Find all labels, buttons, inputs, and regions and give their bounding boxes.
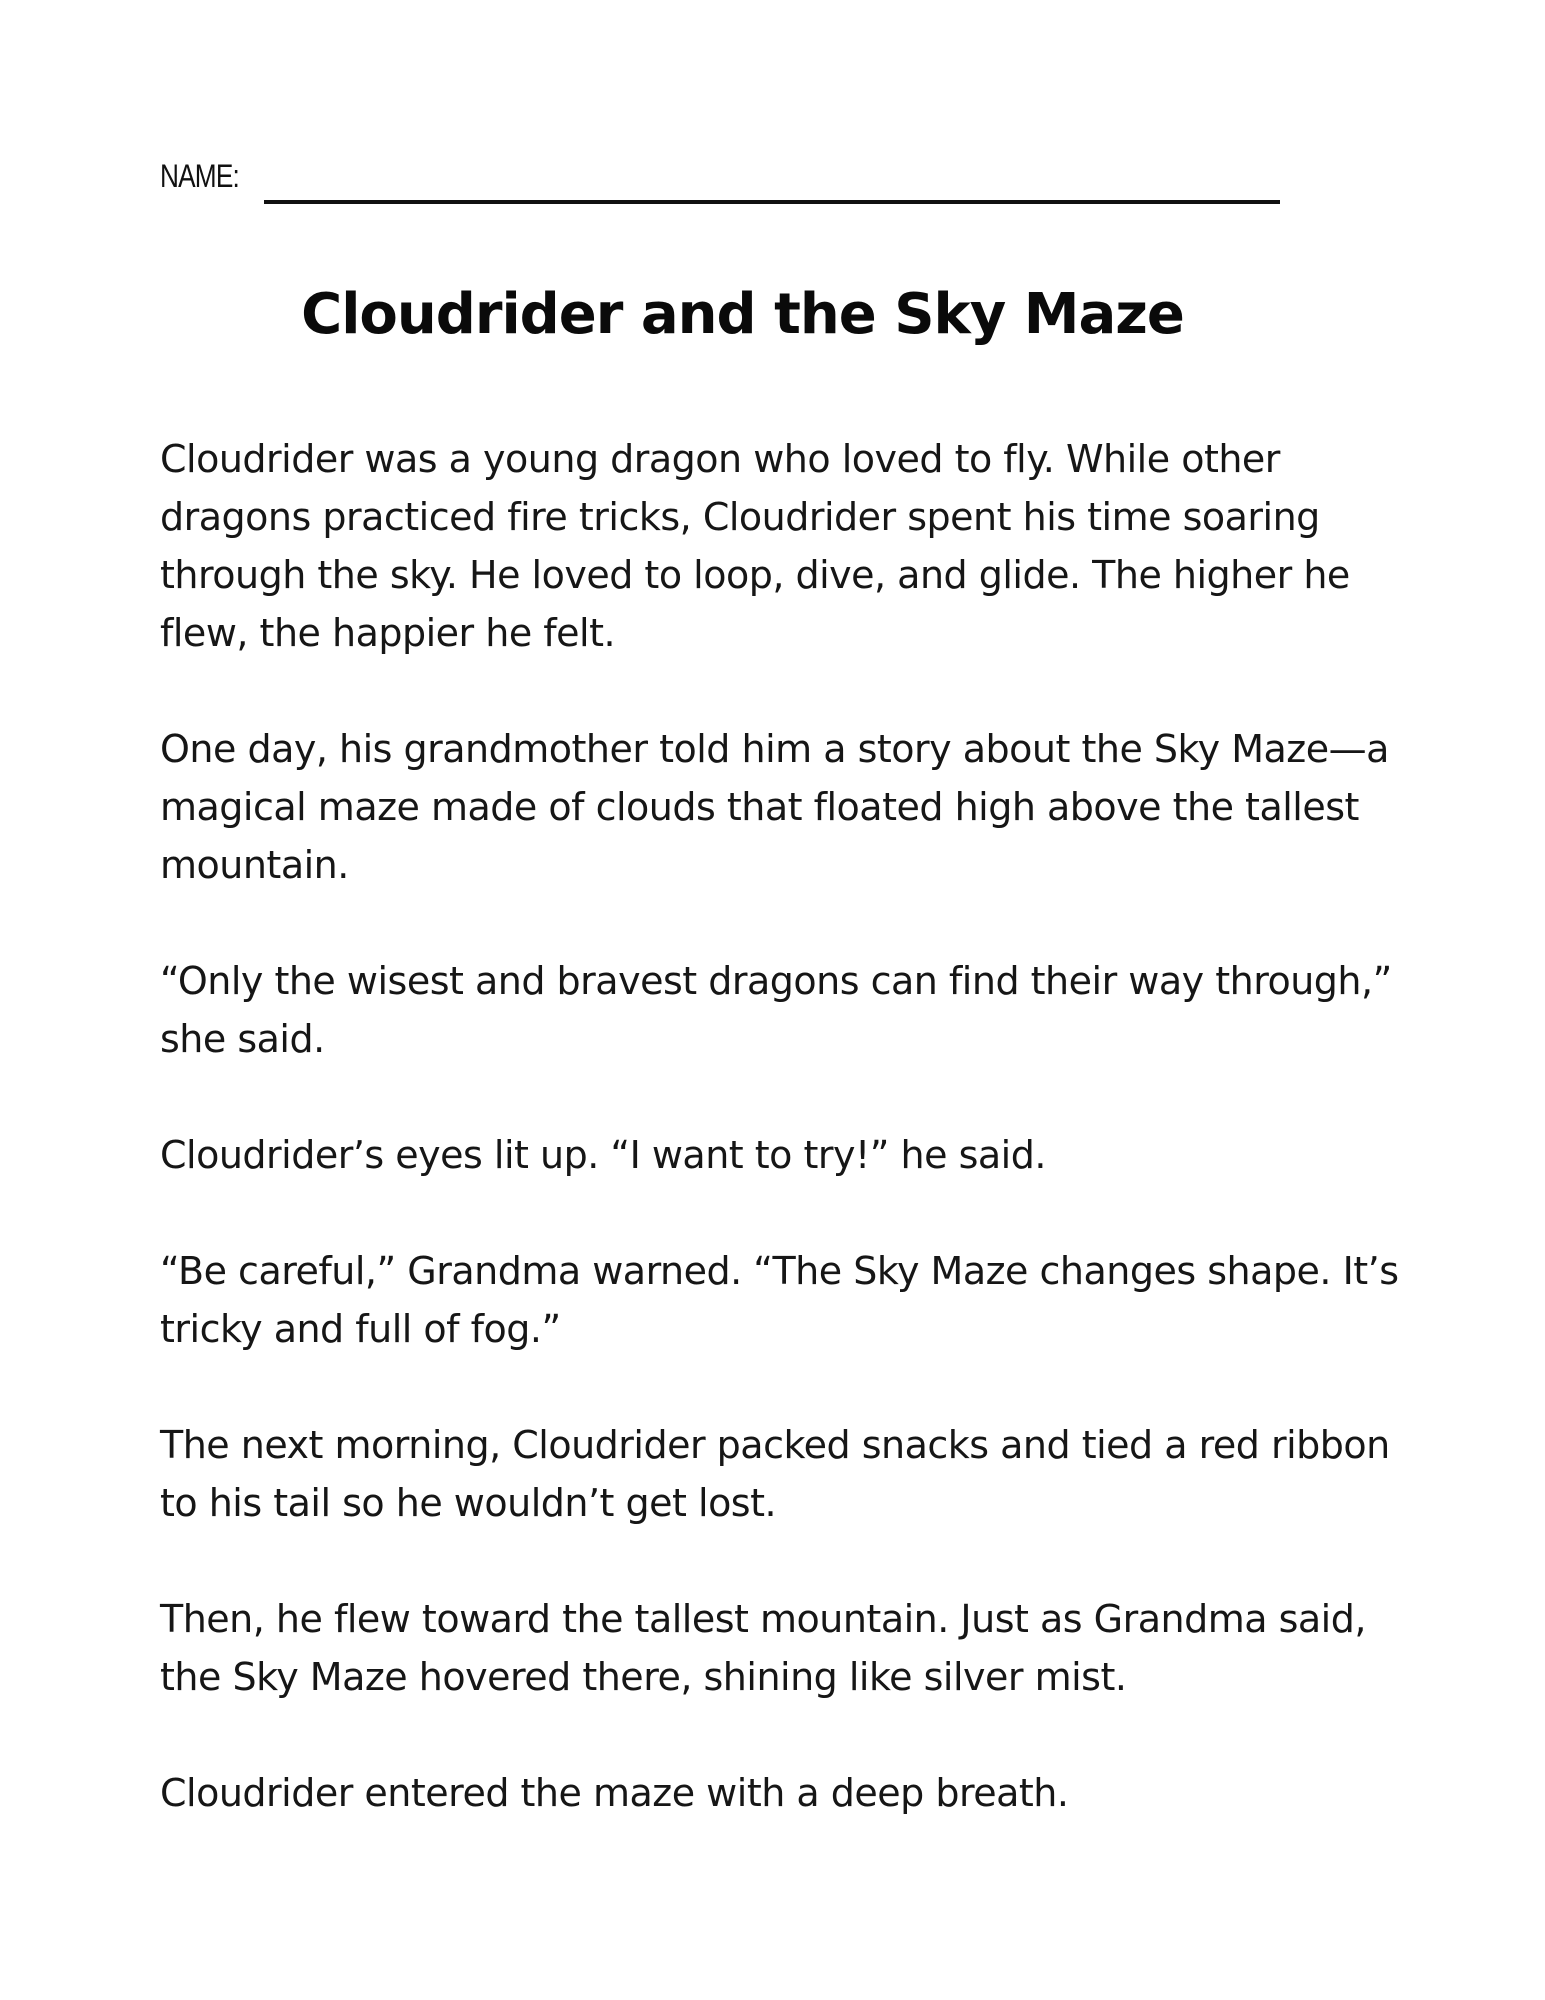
story-paragraph: The next morning, Cloudrider packed snacks and tied a red ribbon to his tail so he wouldn’t get lost.: [160, 1423, 1390, 1525]
story-paragraph: Then, he flew toward the tallest mountain. Just as Grandma said, the Sky Maze hovered there, shining like silver mist.: [160, 1597, 1366, 1699]
story-body: [160, 430, 1420, 1880]
story-paragraph: “Only the wisest and bravest dragons can find their way through,” she said.: [160, 959, 1392, 1061]
story-paragraph: Cloudrider’s eyes lit up. “I want to try!” he said.: [160, 1133, 1046, 1177]
name-write-line: [264, 200, 1280, 204]
story-paragraph: “Be careful,” Grandma warned. “The Sky Maze changes shape. It’s tricky and full of fog.”: [160, 1249, 1399, 1351]
story-title: Cloudrider and the Sky Maze: [301, 282, 1184, 347]
story-paragraph: Cloudrider entered the maze with a deep breath.: [160, 1771, 1069, 1815]
story-paragraph: Cloudrider was a young dragon who loved to fly. While other dragons practiced fire tricks, Cloudrider spent his time soaring through the sky. He loved to loop, dive, and glide. The higher he flew, the happier he felt.: [160, 437, 1350, 655]
story-paragraph: One day, his grandmother told him a story about the Sky Maze—a magical maze made of clouds that floated high above the tallest mountain.: [160, 727, 1389, 887]
name-label: NAME:: [160, 158, 240, 194]
name-field-row: [160, 158, 1280, 208]
